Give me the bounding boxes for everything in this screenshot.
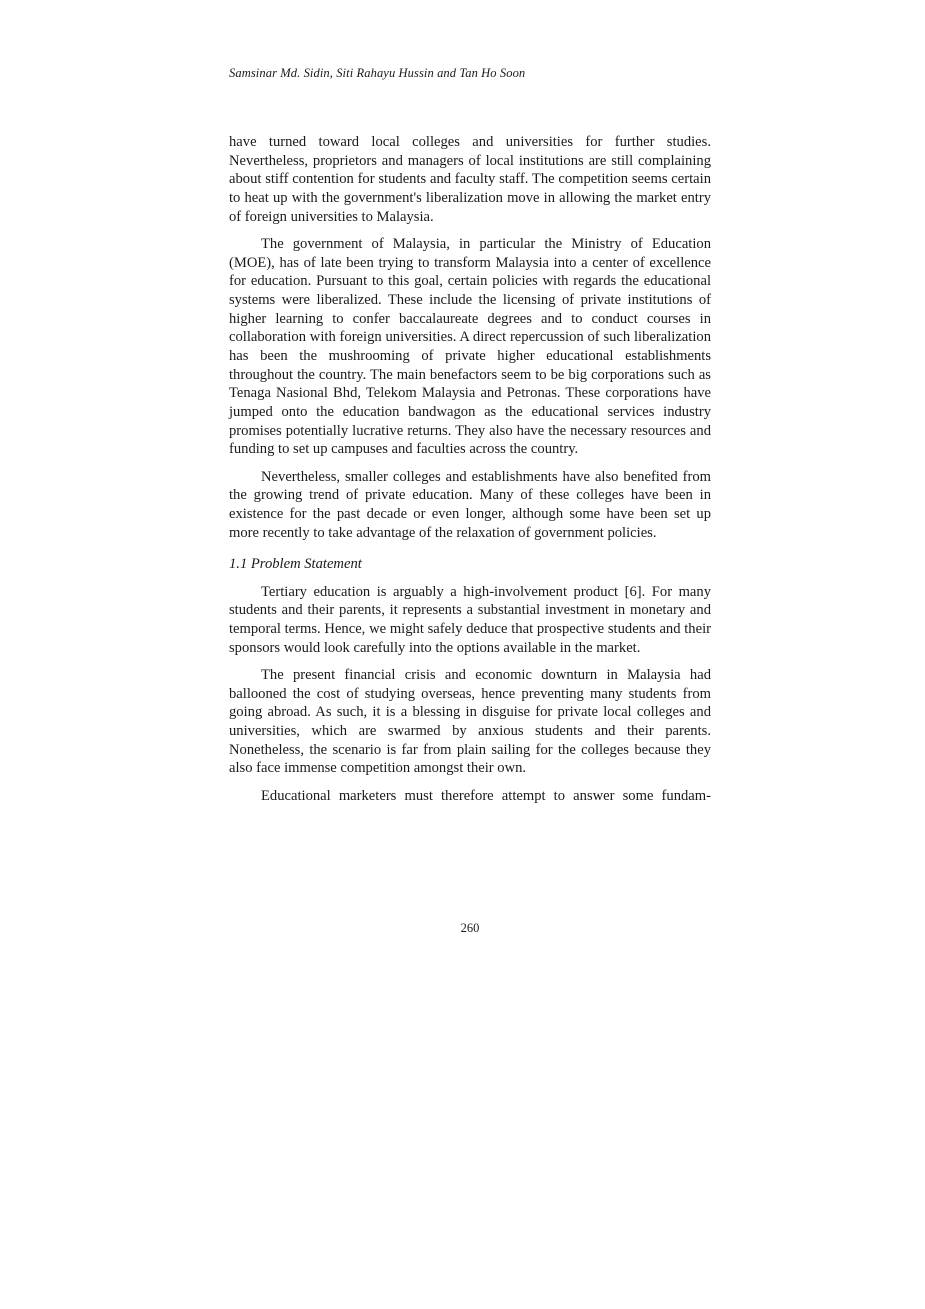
running-header-authors: Samsinar Md. Sidin, Siti Rahayu Hussin and Tan Ho Soon (229, 66, 526, 80)
paragraph-continuation: have turned toward local colleges and universities for further studies. Nevertheless, proprietors and managers of local institutions are still complaining about stiff contention for students and faculty staff. The competition seems certain to heat up with the government's liberalization move in allowing the market entry of foreign universities to Malaysia. (229, 134, 711, 225)
paragraph-educational-marketers: Educational marketers must therefore attempt to answer some fundam- (261, 787, 711, 804)
paragraph-government-moe: The government of Malaysia, in particular the Ministry of Education (MOE), has of late been trying to transform Malaysia into a center of excellence for education. Pursuant to this goal, certain policies with regards the educational systems were liberalized. These include the licensing of private institutions of higher learning to confer baccalaureate degrees and to conduct courses in collaboration with foreign universities. A direct repercussion of such liberalization has been the mushrooming of private higher educational establishments throughout the country. The main benefactors seem to be big corporations such as Tenaga Nasional Bhd, Telekom Malaysia and Petronas. These corporations have jumped onto the education bandwagon as the educational services industry promises potentially lucrative returns. They also have the necessary resources and funding to set up campuses and faculties across the country. (229, 235, 711, 458)
paragraph-tertiary-education: Tertiary education is arguably a high-involvement product [6]. For many students and their parents, it represents a substantial investment in monetary and temporal terms. Hence, we might safely deduce that prospective students and their sponsors would look carefully into the options available in the market. (229, 583, 711, 656)
paragraph-smaller-colleges: Nevertheless, smaller colleges and establishments have also benefited from the growing trend of private education. Many of these colleges have been in existence for the past decade or even longer, although some have been set up more recently to take advantage of the relaxation of government policies. (229, 468, 711, 541)
page-number: 260 (460, 921, 480, 935)
article-body (229, 133, 711, 805)
section-heading-problem-statement: 1.1 Problem Statement (229, 556, 362, 573)
paragraph-financial-crisis: The present financial crisis and economic downturn in Malaysia had ballooned the cost of studying overseas, hence preventing many students from going abroad. As such, it is a blessing in disguise for private local colleges and universities, which are swarmed by anxious students and their parents. Nonetheless, the scenario is far from plain sailing for the colleges because they also face immense competition amongst their own. (229, 667, 711, 777)
